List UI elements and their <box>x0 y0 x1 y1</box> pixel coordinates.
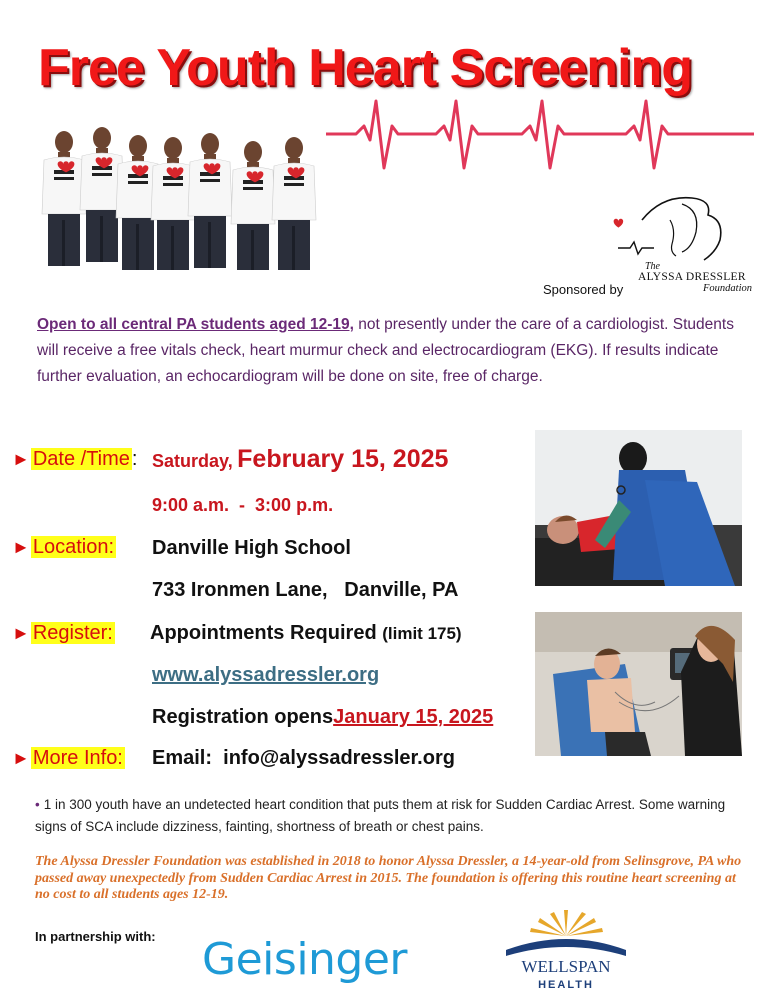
registration-open-date: January 15, 2025 <box>333 706 494 728</box>
teens-group-photo <box>38 120 324 270</box>
location-label <box>12 536 116 559</box>
register-label-text: Register: <box>32 622 113 644</box>
fact-text: 1 in 300 youth have an undetected heart condition that puts them at risk for Sudden Cardiac Arrest. Some warning signs of SCA include dizziness, fainting, shortness of breath or chest pains. <box>35 797 726 834</box>
time-value: 9:00 a.m. - 3:00 p.m. <box>152 495 334 515</box>
registration-opens: Registration opensJanuary 15, 2025 <box>152 706 494 728</box>
partnership-label: In partnership with: <box>35 929 156 944</box>
svg-text:WELLSPAN: WELLSPAN <box>521 957 611 976</box>
wellspan-health-logo <box>498 902 634 994</box>
sponsored-by-label: Sponsored by <box>543 282 624 297</box>
svg-text:HEALTH: HEALTH <box>538 979 594 991</box>
date-time-label: ► Date /Time : <box>12 448 138 470</box>
date-value <box>152 445 448 474</box>
register-website-link[interactable]: www.alyssadressler.org <box>152 664 380 686</box>
fact-note <box>35 794 745 838</box>
arrow-icon: ► <box>12 748 30 768</box>
date-full: February 15, 2025 <box>237 445 449 473</box>
stethoscope-exam-photo <box>535 430 742 586</box>
more-info-label-text: More Info: <box>32 747 123 769</box>
ekg-exam-photo <box>535 612 742 756</box>
logo-text-foundation: Foundation <box>703 283 752 294</box>
intro-paragraph <box>37 312 742 390</box>
location-label-text: Location: <box>32 536 114 558</box>
contact-email[interactable]: Email: info@alyssadressler.org <box>152 747 455 769</box>
heartbeat-line-graphic <box>326 96 754 176</box>
register-label <box>12 622 115 645</box>
location-address: 733 Ironmen Lane, Danville, PA <box>152 579 459 601</box>
foundation-mission: The Alyssa Dressler Foundation was established in 2018 to honor Alyssa Dressler, a 14-year-old from Selinsgrove, PA who passed away unexpectedly from Sudden Cardiac Arrest in 2015. The foundation is offering this routine heart screening at no cost to all students ages 12-19. <box>35 854 742 902</box>
arrow-icon: ► <box>12 449 30 469</box>
arrow-icon: ► <box>12 623 30 643</box>
intro-lead: Open to all central PA students aged 12-19, <box>37 316 354 333</box>
location-name: Danville High School <box>152 537 351 559</box>
date-time-label-text: Date /Time <box>32 448 130 470</box>
logo-text-the: The <box>645 261 660 272</box>
more-info-label <box>12 747 125 770</box>
intro-rest: not presently under the care of a cardiologist. Students will receive a free vitals check, heart murmur check and electrocardiogram (EKG). If results indicate further evaluation, an echocardiogram will be done on site, free of charge. <box>37 316 734 385</box>
logo-text-name: ALYSSA DRESSLER <box>638 271 746 283</box>
date-day: Saturday, <box>152 451 233 471</box>
page-title: Free Youth Heart Screening <box>38 39 693 97</box>
register-requirement: Appointments Required (limit 175) <box>150 622 462 644</box>
bullet-icon: • <box>35 797 40 812</box>
geisinger-logo: Geisinger <box>202 934 408 985</box>
arrow-icon: ► <box>12 537 30 557</box>
